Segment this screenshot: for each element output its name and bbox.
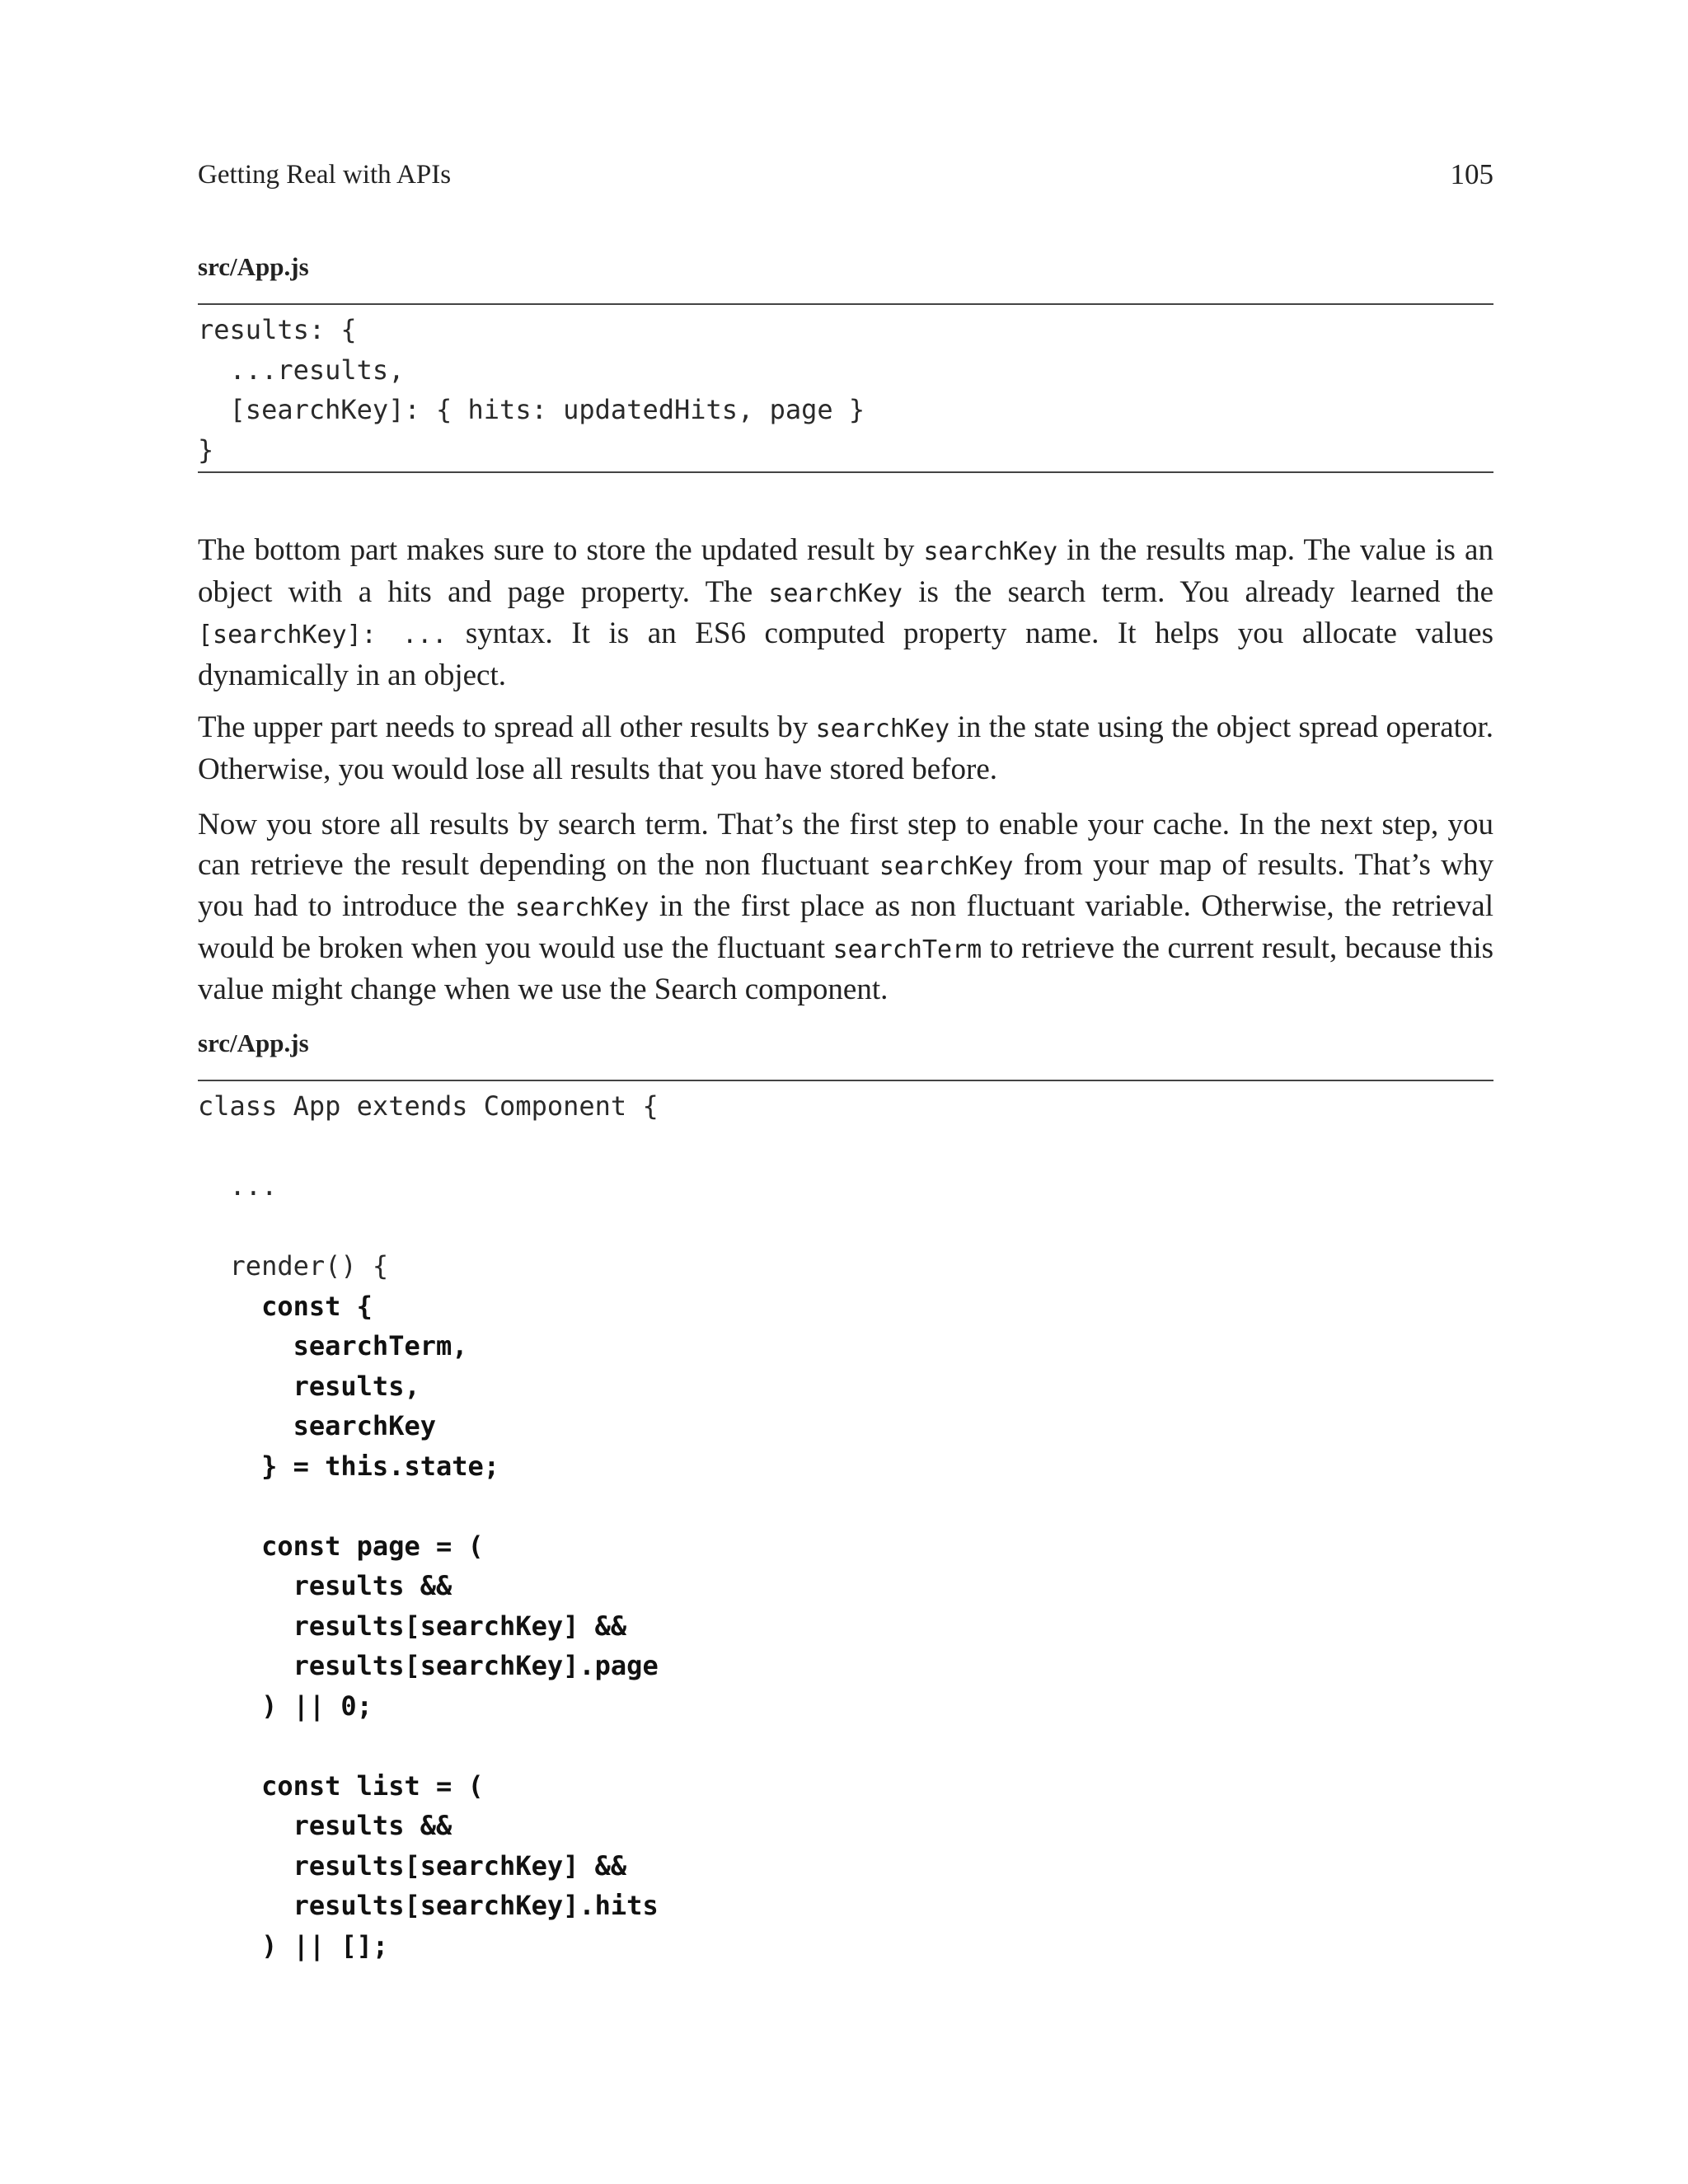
paragraph-text: The upper part needs to spread all other results by	[198, 710, 816, 744]
inline-code: searchKey	[768, 579, 903, 608]
paragraph-text: to retrieve the current result, because this value might change when we use the Search component.	[198, 930, 1493, 1006]
paragraph-text: Now you store all results by search term. That’s the first step to enable your cache. In the next step, you can retrieve the result depending on the non fluctuant	[198, 808, 1493, 882]
code-line: render() {	[198, 1250, 389, 1282]
code-line-highlighted: results &&	[198, 1810, 452, 1841]
listing-caption: src/App.js	[198, 252, 309, 281]
paragraph-text: from your map of results. That’s why you had to introduce the	[198, 847, 1493, 923]
body-paragraph	[198, 531, 1493, 696]
code-line: }	[198, 434, 214, 466]
code-line: results: {	[198, 314, 357, 345]
paragraph-text: syntax. It is an ES6 computed property name. It helps you allocate values dynamically in an object.	[198, 616, 1493, 692]
code-line-highlighted: results[searchKey] &&	[198, 1849, 627, 1882]
body-paragraph	[198, 805, 1493, 1010]
inline-code: [searchKey]: ...	[198, 621, 448, 649]
code-line: ...results,	[198, 354, 405, 386]
code-line-highlighted	[198, 1726, 1493, 1766]
inline-code: searchKey	[879, 851, 1014, 881]
code-line	[198, 1207, 1493, 1247]
code-line-highlighted: searchKey	[198, 1410, 436, 1441]
body-paragraph	[198, 708, 1493, 790]
code-line-highlighted: ) || [];	[198, 1929, 389, 1961]
paragraph-text: is the search term. You already learned the	[902, 574, 1493, 609]
code-line: class App extends Component {	[198, 1090, 659, 1122]
code-line-highlighted: results[searchKey] &&	[198, 1610, 627, 1642]
code-line	[198, 1127, 1493, 1167]
listing-caption: src/App.js	[198, 1029, 309, 1057]
inline-code: searchKey	[514, 893, 649, 922]
paragraph-text: in the state using the object spread operator. Otherwise, you would lose all results that you have stored before.	[198, 710, 1493, 786]
code-line-highlighted: results &&	[198, 1570, 452, 1601]
page-number: 105	[1450, 158, 1493, 190]
chapter-title: Getting Real with APIs	[198, 160, 452, 190]
code-line-highlighted: const {	[198, 1290, 373, 1322]
paragraph-text: in the first place as non fluctuant variable. Otherwise, the retrieval would be broken when you would use the fluctuant	[198, 889, 1493, 965]
code-line-highlighted: ) || 0;	[198, 1690, 373, 1722]
code-line-highlighted	[198, 1486, 1493, 1526]
code-line-highlighted: searchTerm,	[198, 1330, 468, 1361]
code-listing-results	[198, 303, 1493, 473]
book-page	[198, 0, 1493, 2184]
code-listing-render	[198, 1080, 1493, 1966]
running-header	[198, 157, 1493, 193]
code-line: [searchKey]: { hits: updatedHits, page }	[198, 394, 865, 425]
code-line-highlighted: results[searchKey].hits	[198, 1890, 659, 1921]
inline-code: searchKey	[815, 715, 950, 743]
code-line-highlighted: } = this.state;	[198, 1450, 500, 1482]
paragraph-text: in the results map. The value is an object with a hits and page property. The	[198, 533, 1493, 609]
code-line-highlighted: results,	[198, 1370, 420, 1402]
inline-code: searchKey	[923, 537, 1058, 566]
code-line-highlighted: results[searchKey].page	[198, 1650, 659, 1681]
code-line: ...	[198, 1170, 278, 1202]
inline-code: searchTerm	[832, 935, 982, 964]
paragraph-text: The bottom part makes sure to store the updated result by	[198, 533, 924, 567]
code-line-highlighted: const list = (	[198, 1769, 484, 1802]
code-line-highlighted: const page = (	[198, 1530, 484, 1562]
